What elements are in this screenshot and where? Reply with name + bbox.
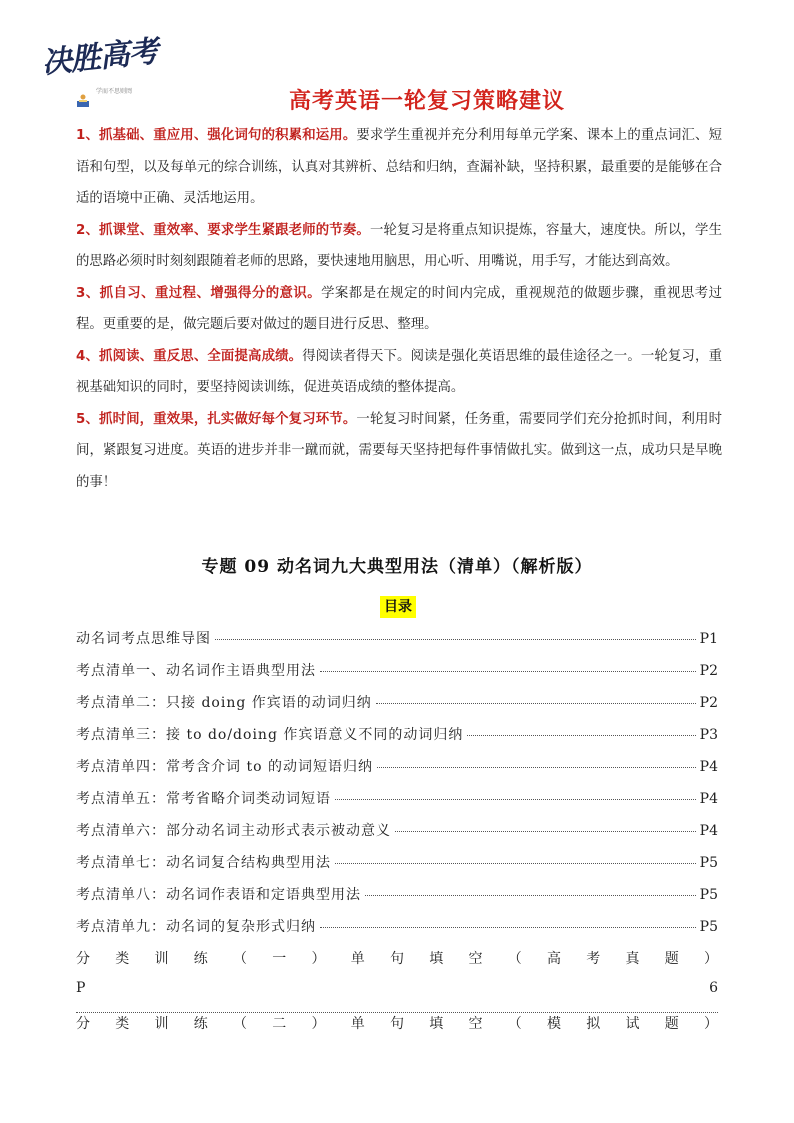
table-of-contents: [76, 628, 718, 1045]
toc-entry-char: 二: [272, 1016, 287, 1032]
toc-entry[interactable]: [76, 660, 718, 692]
toc-entry-char: 填: [429, 1016, 444, 1032]
toc-entry-page: P4: [699, 823, 718, 839]
toc-entry[interactable]: [76, 724, 718, 756]
toc-entry-practice-1[interactable]: [76, 948, 718, 980]
toc-entry[interactable]: [76, 788, 718, 820]
advice-item: [76, 341, 722, 404]
toc-entry[interactable]: [76, 692, 718, 724]
toc-entry-char: 试: [625, 1016, 640, 1032]
advice-item: [76, 404, 722, 499]
toc-entry-label: 考点清单七：动名词复合结构典型用法: [76, 855, 331, 871]
toc-entry-label: 考点清单五：常考省略介词类动词短语: [76, 791, 331, 807]
toc-entry-char: 分: [76, 1016, 90, 1032]
toc-entry-label: 考点清单九：动名词的复杂形式归纳: [76, 919, 316, 935]
advice-body: 要求学生重视并充分利用每单元学案、课本上的重点词汇、短语和句型，以及每单元的综合训练，认真对其辨析、总结和归纳，查漏补缺，坚持积累，最重要的是能够在合适的语境中正确、灵活地运用。: [76, 128, 722, 206]
advice-item: [76, 278, 722, 341]
toc-entry-char: ）: [704, 1016, 718, 1032]
toc-entry-char: 真: [625, 951, 640, 967]
toc-leader: [320, 927, 696, 928]
advice-body: 学案都是在规定的时间内完成，重视规范的做题步骤，重视思考过程。更重要的是，做完题后要对做过的题目进行反思、整理。: [76, 285, 722, 332]
toc-entry-char: 空: [468, 1016, 483, 1032]
toc-leader: [335, 799, 696, 800]
advice-lead: 1、抓基础、重应用、强化词句的积累和运用。: [76, 128, 357, 143]
advice-lead: 5、抓时间，重效果，扎实做好每个复习环节。: [76, 411, 357, 427]
toc-entry-char: 模: [547, 1016, 561, 1032]
toc-entry-page: P2: [699, 663, 718, 679]
toc-entry[interactable]: [76, 916, 718, 948]
toc-entry-label: 考点清单四：常考含介词 to 的动词短语归纳: [76, 759, 373, 775]
toc-entry-char: 练: [193, 1016, 208, 1032]
advice-lead: 4、抓阅读、重反思、全面提高成绩。: [76, 348, 303, 364]
toc-entry-char: 训: [154, 951, 169, 967]
advice-body: 一轮复习是将重点知识提炼，容量大，速度快。所以，学生的思路必须时时刻刻跟随着老师的思路，要快速地用脑思，用心听、用嘴说，用手写，才能达到高效。: [76, 222, 722, 269]
advice-list: [76, 120, 722, 498]
logo-text: 决胜高考: [40, 34, 160, 82]
advice-body: 一轮复习时间紧，任务重，需要同学们充分抢抓时间，利用时间，紧跟复习进度。英语的进步并非一蹴而就，需要每天坚持把每件事情做扎实。做到这一点，成功只是早晚的事！: [76, 411, 722, 490]
toc-entry[interactable]: [76, 852, 718, 884]
toc-entry-char: 一: [272, 951, 287, 967]
toc-entry-label: 动名词考点思维导图: [76, 631, 211, 647]
toc-entry-char: 题: [664, 1016, 679, 1032]
toc-entry-char: 单: [350, 951, 365, 967]
toc-entry-char: （: [507, 1016, 522, 1032]
toc-entry-label: 考点清单二：只接 doing 作宾语的动词归纳: [76, 695, 372, 711]
toc-leader: [376, 703, 696, 704]
toc-entry-char: 练: [193, 951, 208, 967]
topic-title: 专题 09 动名词九大典型用法（清单）（解析版）: [201, 557, 593, 577]
advice-lead: 3、抓自习、重过程、增强得分的意识。: [76, 285, 322, 301]
toc-entry-char: 类: [115, 951, 130, 967]
advice-lead: 2、抓课堂、重效率、要求学生紧跟老师的节奏。: [76, 222, 370, 238]
toc-entry-char: ）: [311, 951, 326, 967]
toc-entry-page: P2: [699, 695, 718, 711]
toc-entry-label: 考点清单三：接 to do/doing 作宾语意义不同的动词归纳: [76, 727, 464, 743]
toc-leader: [467, 735, 695, 736]
advice-item: [76, 120, 722, 215]
toc-entry-char: ）: [311, 1016, 326, 1032]
toc-entry-page: P5: [699, 919, 718, 935]
advice-item: [76, 215, 722, 278]
toc-entry-char: 题: [664, 951, 679, 967]
toc-entry-page: P4: [699, 759, 718, 775]
page-title: 高考英语一轮复习策略建议: [288, 89, 565, 114]
toc-entry-page: P5: [699, 855, 718, 871]
toc-entry-char: 句: [390, 951, 404, 967]
toc-entry-label: 考点清单一、动名词作主语典型用法: [76, 663, 316, 679]
toc-entry[interactable]: [76, 884, 718, 916]
toc-entry-char: 填: [429, 951, 444, 967]
toc-entry-practice-1-page: [76, 980, 718, 1013]
toc-leader: [377, 767, 696, 768]
toc-leader: [335, 863, 696, 864]
toc-entry-char: 句: [390, 1016, 404, 1032]
toc-entry-char: 分: [76, 951, 90, 967]
toc-entry-char: 拟: [586, 1016, 601, 1032]
toc-entry-char: （: [233, 1016, 247, 1032]
toc-entry-char: 考: [586, 951, 601, 967]
toc-entry[interactable]: [76, 820, 718, 852]
toc-entry[interactable]: [76, 756, 718, 788]
toc-leader: [365, 895, 696, 896]
toc-entry-char: 高: [547, 951, 561, 967]
toc-entry-page-suffix: 6: [709, 980, 718, 996]
toc-entry-label: 考点清单六：部分动名词主动形式表示被动意义: [76, 823, 391, 839]
toc-entry-label: 考点清单八：动名词作表语和定语典型用法: [76, 887, 361, 903]
toc-entry-page: P1: [699, 631, 718, 647]
toc-entry-page-prefix: P: [76, 980, 86, 996]
toc-entry-char: 类: [115, 1016, 130, 1032]
toc-heading: 目录: [380, 596, 416, 618]
toc-entry-page: P3: [699, 727, 718, 743]
toc-entry-char: 空: [468, 951, 483, 967]
toc-entry[interactable]: [76, 628, 718, 660]
toc-entry-char: （: [507, 951, 522, 967]
toc-entry-char: ）: [704, 951, 718, 967]
toc-leader: [320, 671, 696, 672]
advice-body: 得阅读者得天下。阅读是强化英语思维的最佳途径之一。一轮复习，重视基础知识的同时，要坚持阅读训练，促进英语成绩的整体提高。: [76, 348, 722, 395]
toc-entry-page: P4: [699, 791, 718, 807]
toc-entry-char: 训: [154, 1016, 169, 1032]
toc-entry-char: （: [233, 951, 247, 967]
toc-leader: [215, 639, 696, 640]
toc-entry-practice-2[interactable]: [76, 1013, 718, 1045]
toc-leader: [395, 831, 696, 832]
toc-entry-char: 单: [350, 1016, 365, 1032]
toc-entry-page: P5: [699, 887, 718, 903]
logo-tagline: 学而不思则罔: [96, 88, 133, 95]
